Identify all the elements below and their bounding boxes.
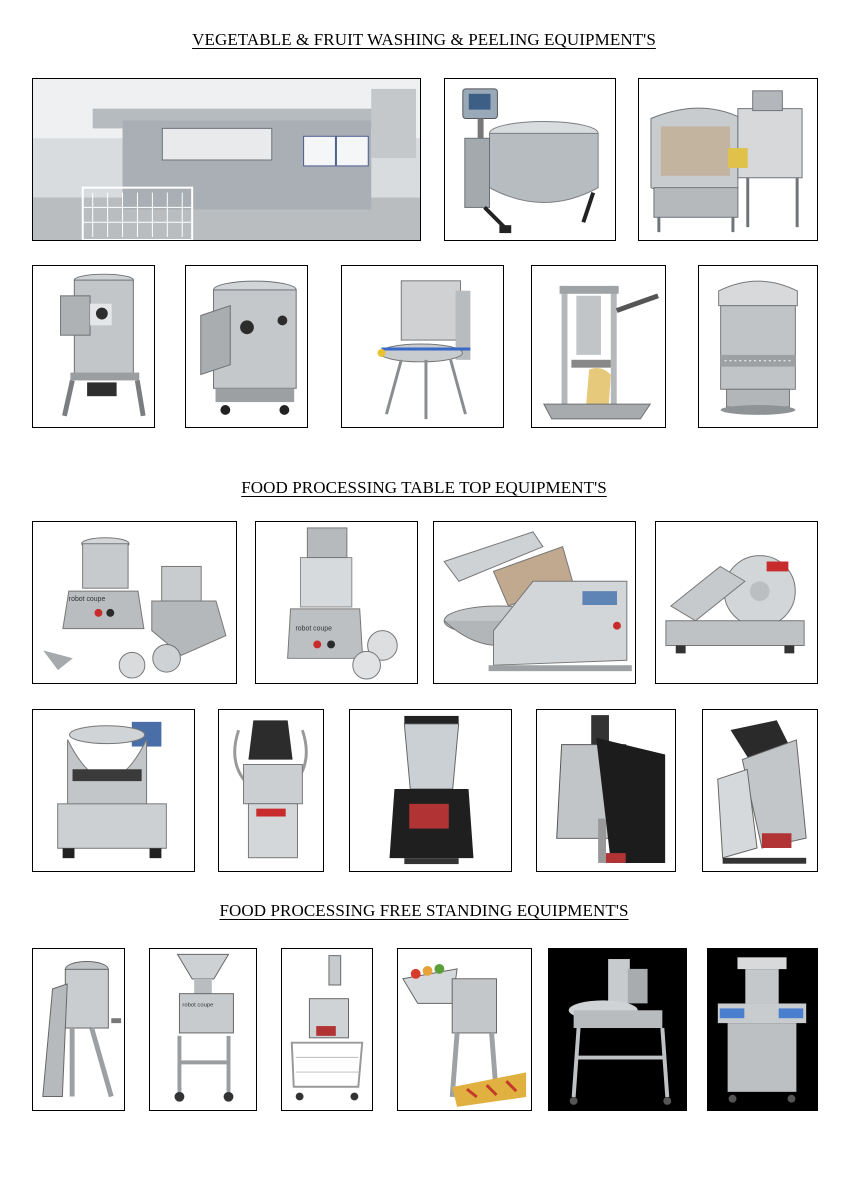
industrial-peeler-photo [707, 948, 818, 1111]
manual-cutter-photo [531, 265, 666, 428]
veg-prep-machine-photo [218, 709, 324, 872]
section-heading-washing [0, 30, 848, 50]
citrus-juicer-photo [702, 709, 818, 872]
cutter-trolley-photo [281, 948, 373, 1111]
section-title: VEGETABLE & FRUIT WASHING & PEELING EQUIPMENT'S [192, 30, 656, 49]
blender-photo [349, 709, 512, 872]
section-heading-table-top [0, 478, 848, 498]
food-processor-1-photo [32, 521, 237, 684]
brand-label: robot coupe [68, 596, 106, 604]
vertical-cutter-photo [32, 948, 125, 1111]
potato-peeler-1-photo [32, 265, 155, 428]
industrial-slicer-photo [548, 948, 687, 1111]
brand-label: robot coupe [182, 1002, 214, 1009]
washing-line-photo [32, 78, 421, 241]
section-heading-free-standing [0, 901, 848, 921]
section-title: FOOD PROCESSING FREE STANDING EQUIPMENT'S [219, 901, 629, 920]
dicer-photo [397, 948, 532, 1111]
cutter-mixer-photo [32, 709, 195, 872]
drum-washer-photo [638, 78, 818, 241]
salad-spinner-photo [698, 265, 818, 428]
veg-cutter-stand-photo [149, 948, 257, 1111]
section-title: FOOD PROCESSING TABLE TOP EQUIPMENT'S [241, 478, 607, 497]
tilting-washer-photo [444, 78, 616, 241]
peeling-machine-photo [341, 265, 504, 428]
meat-slicer-photo [655, 521, 818, 684]
food-processor-2-photo [255, 521, 418, 684]
potato-peeler-2-photo [185, 265, 308, 428]
juicer-photo [536, 709, 676, 872]
bowl-cutter-photo [433, 521, 636, 684]
brand-label: robot coupe [295, 625, 332, 633]
